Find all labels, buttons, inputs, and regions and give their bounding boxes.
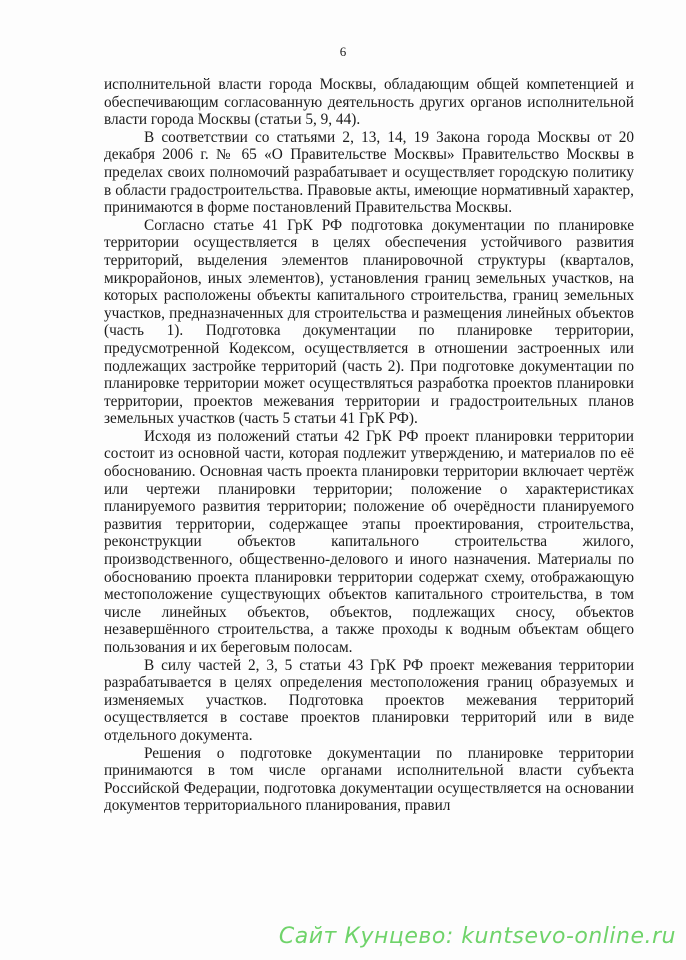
paragraph-3: Согласно статье 41 ГрК РФ подготовка документации по планировке территории осуществляется в целях обеспечения устойчивого развития территорий, выделения элементов планировочной структуры (кварталов, микрорайонов, иных элементов), установления границ земельных участков, на которых расположены объекты капитального строительства, границ земельных участков, предназначенных для строительства и размещения линейных объектов (часть 1). Подготовка документации по планировке территории, предусмотренной Кодексом, осуществляется в отношении застроенных или подлежащих застройке территорий (часть 2). При подготовке документации по планировке территории может осуществляться разработка проектов планировки территории, проектов межевания территории и градостроительных планов земельных участков (часть 5 статьи 41 ГрК РФ). bbox=[104, 216, 634, 428]
watermark-url: kuntsevo-online.ru bbox=[461, 924, 676, 949]
paragraph-1: исполнительной власти города Москвы, обладающим общей компетенцией и обеспечивающим согласованную деятельность других органов исполнительной власти города Москвы (статьи 5, 9, 44). bbox=[104, 76, 634, 129]
paragraph-4: Исходя из положений статьи 42 ГрК РФ проект планировки территории состоит из основной части, которая подлежит утверждению, и материалов по её обоснованию. Основная часть проекта планировки территории включает чертёж или чертежи планировки территории; положение о характеристиках планируемого развития территории; положение об очерёдности планируемого развития территории, содержащее этапы проектирования, строительства, реконструкции объектов капитального строительства жилого, производственного, общественно-делового и иного назначения. Материалы по обоснованию проекта планировки территории содержат схему, отображающую местоположение существующих объектов капитального строительства, в том числе линейных объектов, объектов, подлежащих сносу, объектов незавершённого строительства, а также проходы к водным объектам общего пользования и их береговым полосам. bbox=[104, 427, 634, 656]
page-number: 6 bbox=[339, 44, 347, 59]
watermark-label: Сайт Кунцево: bbox=[278, 924, 454, 949]
paragraph-6: Решения о подготовке документации по планировке территории принимаются в том числе органами исполнительной власти субъекта Российской Федерации, подготовка документации осуществляется на основании документов территориального планирования, правил bbox=[104, 744, 634, 815]
document-body bbox=[104, 76, 634, 815]
paragraph-2: В соответствии со статьями 2, 13, 14, 19 Закона города Москвы от 20 декабря 2006 г. № 65 «О Правительстве Москвы» Правительство Москвы в пределах своих полномочий разрабатывает и осуществляет городскую политику в области градостроительства. Правовые акты, имеющие нормативный характер, принимаются в форме постановлений Правительства Москвы. bbox=[104, 128, 634, 217]
paragraph-5: В силу частей 2, 3, 5 статьи 43 ГрК РФ проект межевания территории разрабатывается в целях определения местоположения границ образуемых и изменяемых участков. Подготовка проектов межевания территорий осуществляется в составе проектов планировки территорий или в виде отдельного документа. bbox=[104, 656, 634, 744]
site-watermark bbox=[279, 924, 676, 949]
